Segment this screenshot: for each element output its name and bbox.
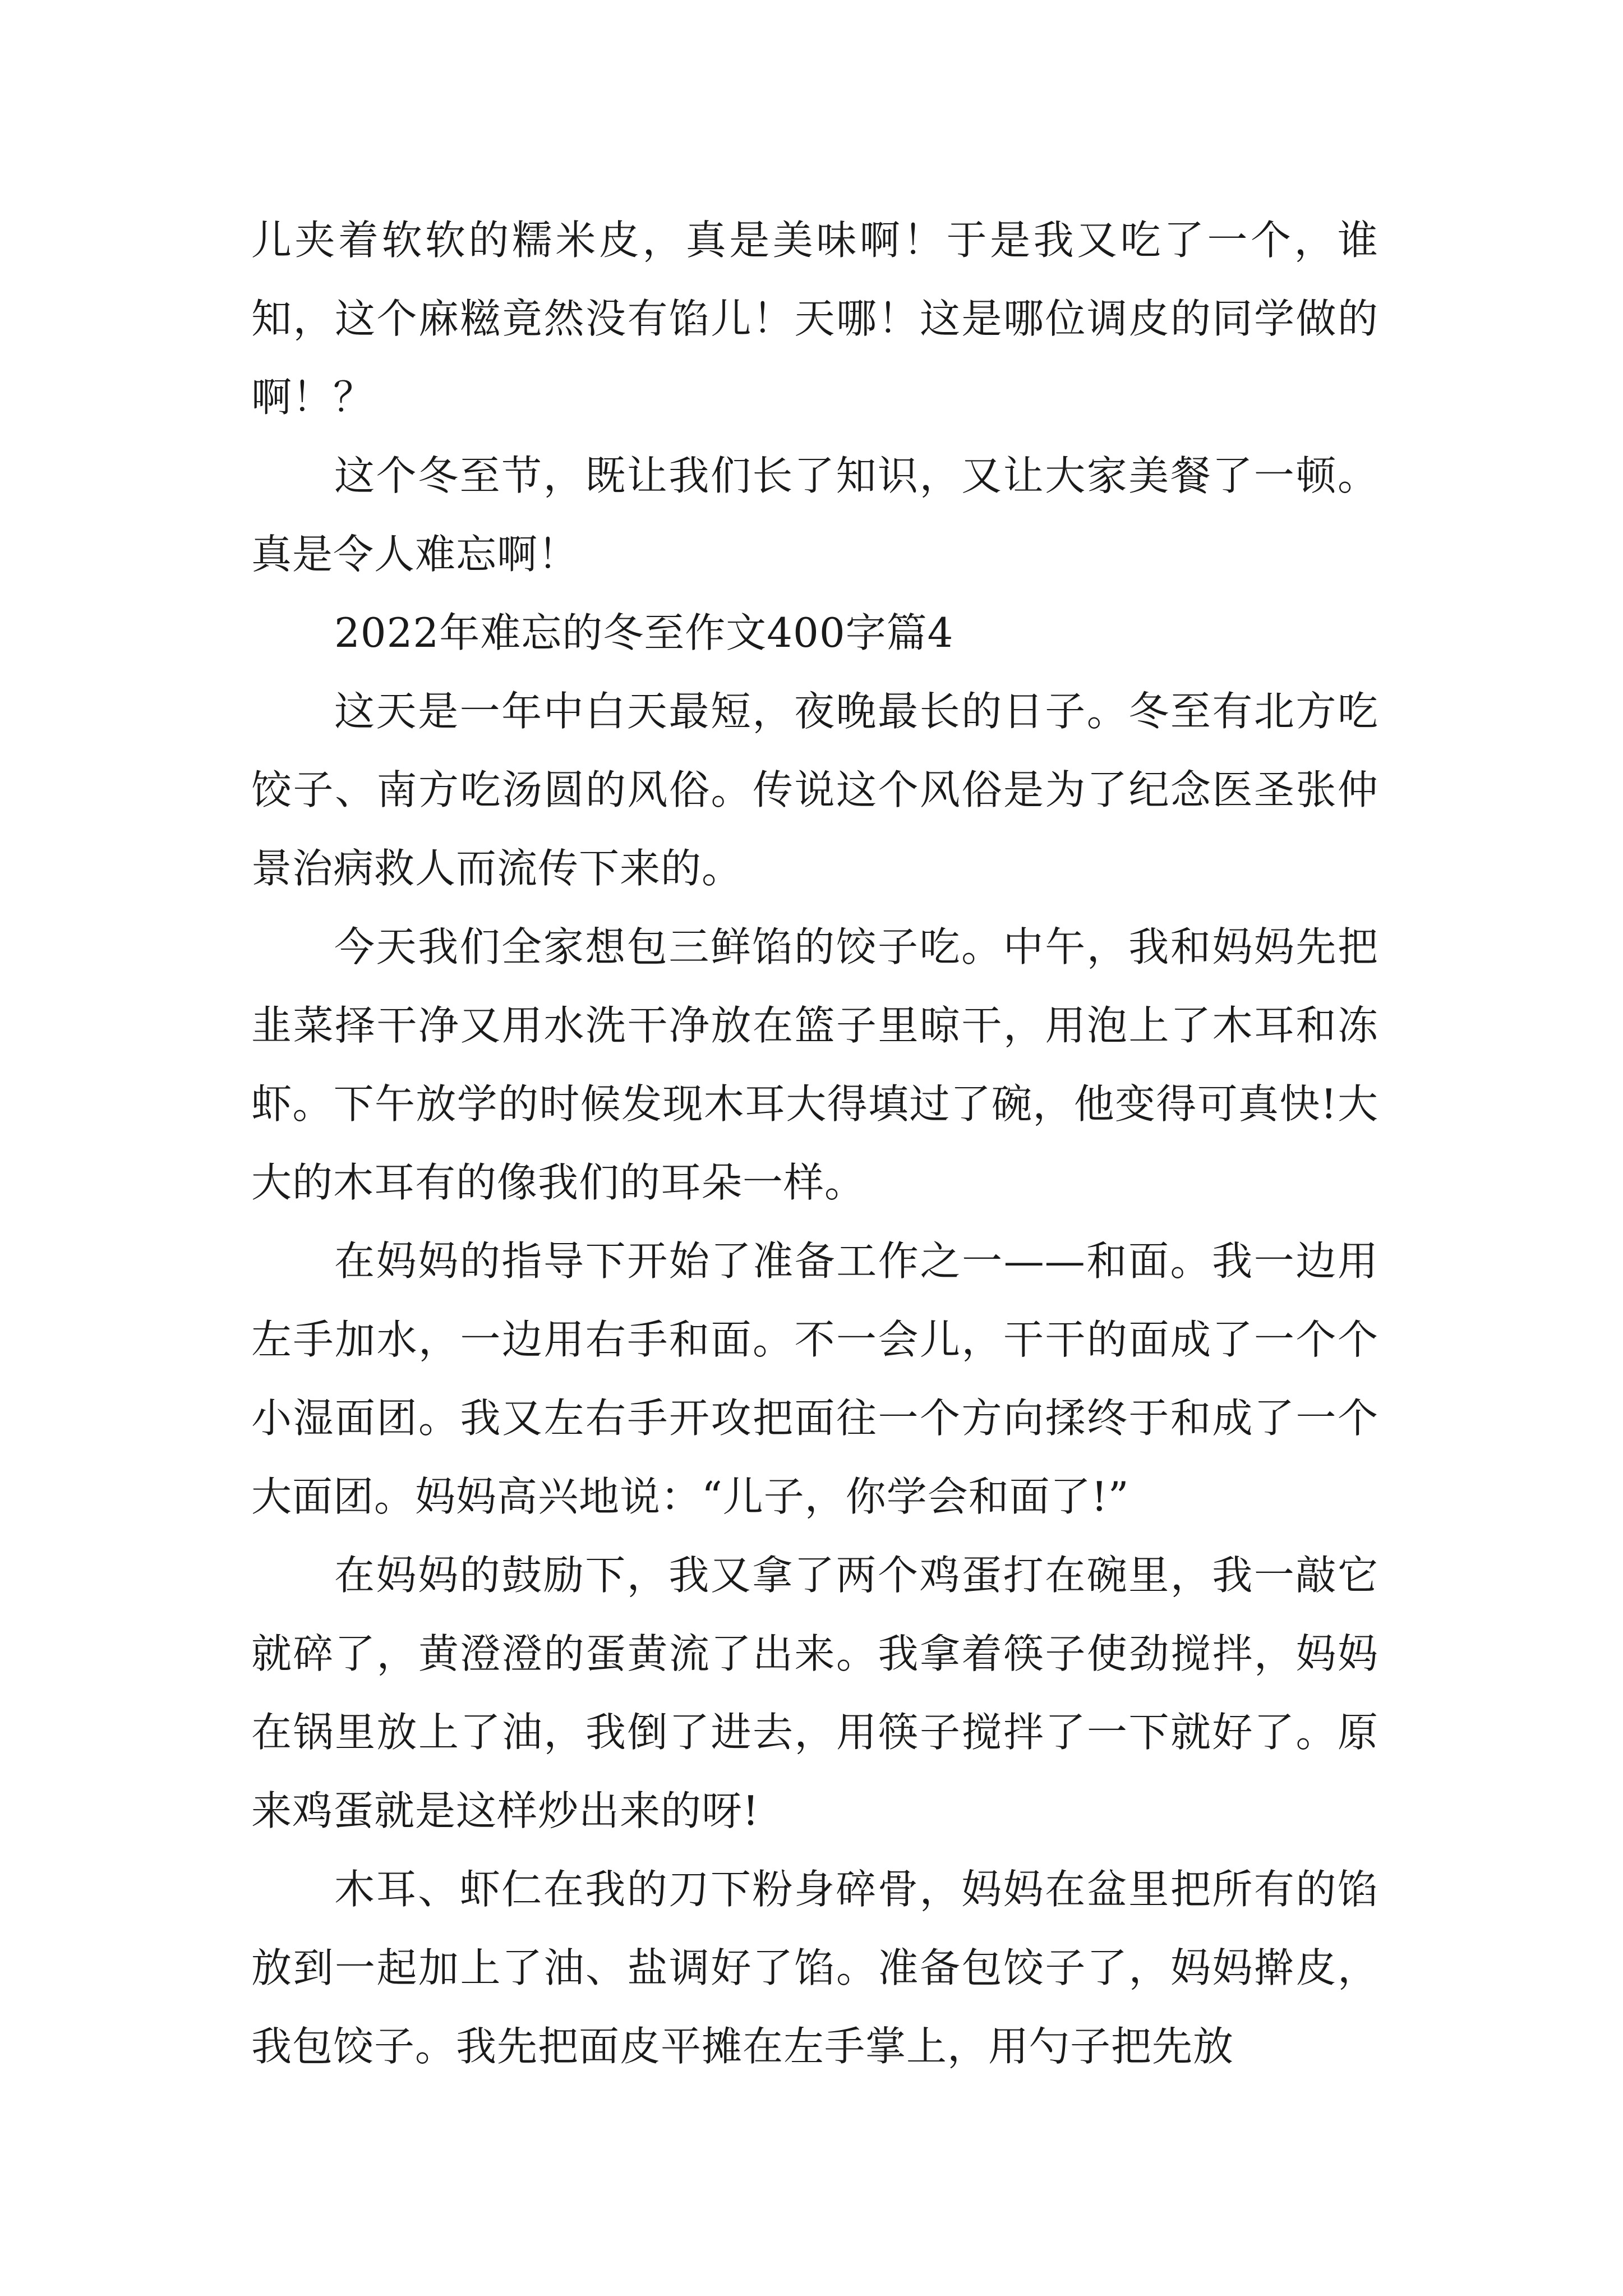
paragraph-filling: 木耳、虾仁在我的刀下粉身碎骨，妈妈在盆里把所有的馅放到一起加上了油、盐调好了馅。准备包饺子了，妈妈擀皮，我包饺子。我先把面皮平摊在左手掌上，用勺子把先放 xyxy=(251,1866,1378,2070)
paragraph-conclusion: 这个冬至节，既让我们长了知识，又让大家美餐了一顿。真是令人难忘啊！ xyxy=(251,452,1378,578)
paragraph-continuation: 儿夹着软软的糯米皮，真是美味啊！于是我又吃了一个，谁知，这个麻糍竟然没有馅儿！天哪！这是哪位调皮的同学做的啊！？ xyxy=(251,217,1378,421)
paragraph-dough: 在妈妈的指导下开始了准备工作之一——和面。我一边用左手加水，一边用右手和面。不一会儿，干干的面成了一个个小湿面团。我又左右手开攻把面往一个方向揉终于和成了一个大面团。妈妈高兴地说：“儿子，你学会和面了!” xyxy=(251,1237,1378,1520)
section-heading: 2022年难忘的冬至作文400字篇4 xyxy=(334,609,954,656)
paragraph-preparation: 今天我们全家想包三鲜馅的饺子吃。中午，我和妈妈先把韭菜择干净又用水洗干净放在篮子里晾干，用泡上了木耳和冻虾。下午放学的时候发现木耳大得填过了碗，他变得可真快!大大的木耳有的像我们的耳朵一样。 xyxy=(251,923,1378,1206)
document-body xyxy=(251,201,1378,2086)
paragraph-eggs: 在妈妈的鼓励下，我又拿了两个鸡蛋打在碗里，我一敲它就碎了，黄澄澄的蛋黄流了出来。我拿着筷子使劲搅拌，妈妈在锅里放上了油，我倒了进去，用筷子搅拌了一下就好了。原来鸡蛋就是这样炒出来的呀! xyxy=(251,1552,1378,1834)
paragraph-intro: 这天是一年中白天最短，夜晚最长的日子。冬至有北方吃饺子、南方吃汤圆的风俗。传说这个风俗是为了纪念医圣张仲景治病救人而流传下来的。 xyxy=(251,688,1378,892)
